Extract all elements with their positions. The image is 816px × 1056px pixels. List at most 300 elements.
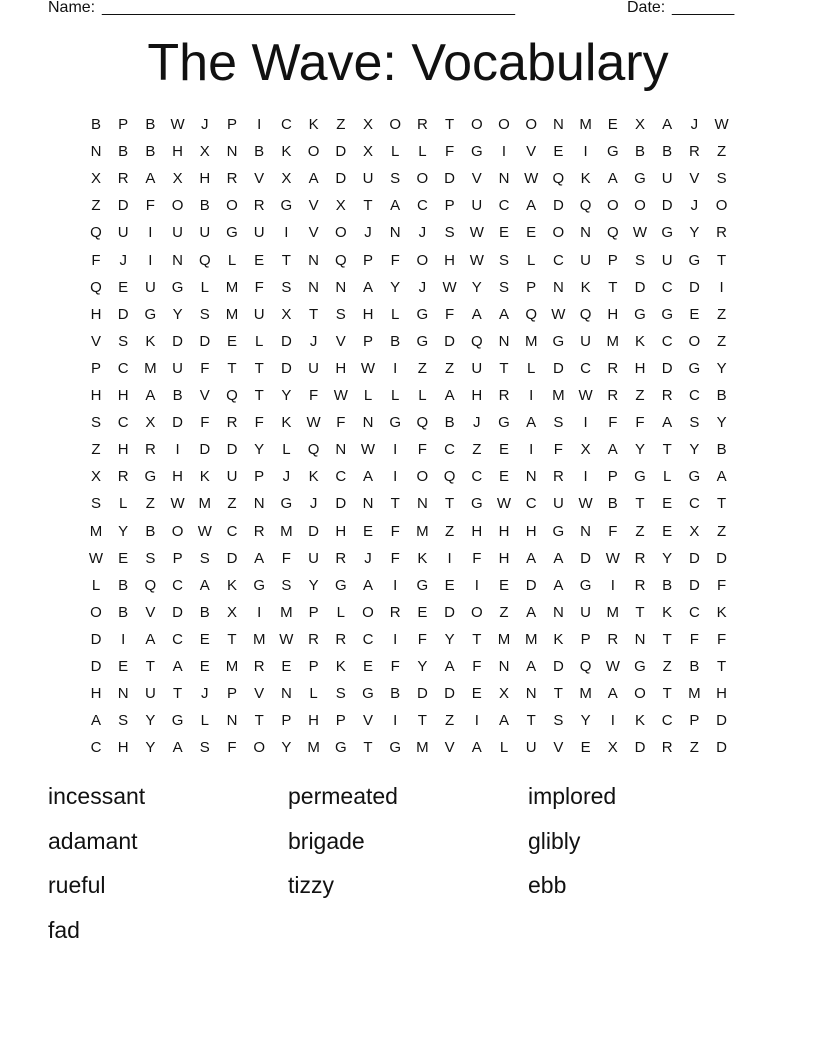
grid-letter: C [117, 414, 129, 432]
grid-letter: M [198, 495, 212, 513]
grid-letter: D [688, 576, 700, 594]
grid-letter: H [498, 522, 510, 540]
grid-letter: Q [579, 658, 592, 675]
grid-letter: D [552, 658, 564, 675]
grid-letter: N [552, 116, 564, 133]
grid-letter: I [583, 468, 588, 486]
grid-letter: U [172, 359, 184, 377]
grid-letter: A [526, 549, 537, 567]
grid-letter: V [308, 224, 319, 242]
grid-letter: G [634, 468, 646, 486]
grid-letter: F [200, 359, 210, 377]
grid-letter: J [309, 332, 318, 350]
grid-letter: F [336, 414, 346, 432]
grid-letter: T [363, 197, 373, 215]
grid-letter: P [118, 116, 129, 133]
grid-letter: N [90, 143, 102, 161]
grid-letter: D [444, 603, 456, 621]
grid-letter: A [526, 658, 537, 675]
grid-letter: X [607, 739, 618, 757]
grid-letter: D [525, 576, 537, 594]
grid-letter: L [363, 387, 373, 404]
grid-letter: G [226, 224, 238, 242]
grid-letter: Z [662, 658, 672, 675]
word-list-item: ebb [528, 872, 567, 898]
grid-letter: R [253, 197, 265, 215]
grid-letter: C [226, 522, 238, 540]
grid-letter: M [579, 685, 592, 703]
grid-letter: X [90, 170, 101, 188]
grid-letter: U [580, 332, 592, 350]
grid-letter: U [253, 305, 265, 323]
grid-letter: U [144, 685, 156, 703]
grid-letter: R [253, 658, 265, 675]
grid-letter: A [471, 305, 482, 323]
grid-letter: C [661, 712, 673, 730]
grid-letter: I [610, 712, 615, 730]
grid-letter: P [308, 603, 319, 621]
grid-letter: G [661, 305, 674, 323]
grid-letter: Q [552, 170, 565, 188]
grid-letter: K [308, 468, 319, 486]
grid-letter: Q [90, 278, 102, 296]
grid-letter: G [389, 414, 402, 432]
grid-letter: A [254, 549, 265, 567]
grid-letter: H [172, 143, 184, 161]
grid-letter: E [662, 522, 673, 540]
grid-letter: O [334, 224, 347, 242]
grid-letter: V [308, 197, 319, 215]
grid-letter: B [390, 685, 401, 703]
grid-letter: D [280, 332, 292, 350]
grid-letter: Q [579, 197, 592, 215]
grid-letter: P [607, 251, 618, 269]
grid-letter: A [526, 197, 537, 215]
grid-letter: S [444, 224, 455, 242]
grid-letter: Q [226, 387, 238, 404]
grid-letter: N [580, 224, 592, 242]
grid-letter: P [335, 712, 346, 730]
grid-letter: E [362, 522, 373, 540]
grid-letter: M [606, 332, 620, 350]
grid-letter: X [335, 197, 346, 215]
grid-letter: A [662, 116, 673, 133]
grid-letter: Q [334, 251, 347, 269]
grid-letter: G [470, 495, 483, 513]
grid-letter: C [525, 495, 537, 513]
grid-letter: L [499, 739, 509, 757]
grid-letter: N [552, 603, 564, 621]
grid-letter: P [526, 278, 537, 296]
grid-letter: D [661, 197, 673, 215]
grid-letter: Z [689, 739, 699, 757]
grid-letter: O [90, 603, 102, 621]
grid-letter: L [200, 712, 209, 730]
grid-letter: H [716, 685, 728, 703]
grid-letter: K [335, 658, 346, 675]
grid-letter: J [418, 278, 427, 296]
grid-letter: E [362, 658, 373, 675]
grid-letter: F [309, 387, 319, 404]
grid-letter: A [607, 685, 618, 703]
grid-letter: R [308, 630, 320, 648]
grid-letter: F [390, 658, 400, 675]
grid-letter: R [226, 414, 238, 432]
grid-letter: W [496, 495, 512, 513]
grid-letter: W [469, 251, 484, 269]
grid-letter: L [391, 143, 400, 161]
grid-letter: K [281, 414, 292, 432]
grid-letter: G [498, 414, 510, 432]
grid-letter: T [173, 685, 183, 703]
grid-letter: D [172, 414, 184, 432]
grid-letter: S [498, 251, 509, 269]
grid-letter: E [118, 278, 129, 296]
grid-letter: O [416, 251, 429, 269]
grid-letter: A [362, 278, 373, 296]
grid-letter: E [199, 658, 210, 675]
grid-letter: U [117, 224, 129, 242]
grid-letter: M [524, 630, 538, 648]
grid-letter: J [282, 468, 291, 486]
grid-letter: D [226, 549, 238, 567]
grid-letter: X [362, 116, 373, 133]
grid-letter: F [145, 197, 155, 215]
grid-letter: C [688, 495, 700, 513]
grid-letter: D [580, 549, 592, 567]
grid-letter: N [226, 143, 238, 161]
grid-letter: E [118, 658, 129, 675]
grid-letter: V [444, 739, 455, 757]
grid-letter: F [717, 576, 727, 594]
grid-letter: M [144, 359, 157, 377]
grid-letter: G [634, 170, 646, 188]
grid-letter: R [253, 522, 265, 540]
grid-letter: E [417, 603, 428, 621]
grid-letter: K [145, 332, 156, 350]
grid-letter: D [634, 739, 646, 757]
grid-letter: F [91, 251, 101, 269]
grid-letter: C [172, 630, 184, 648]
grid-letter: E [689, 305, 700, 323]
grid-letter: P [226, 116, 237, 133]
grid-letter: F [281, 549, 291, 567]
grid-letter: D [199, 332, 211, 350]
grid-letter: T [254, 359, 264, 377]
grid-letter: P [308, 658, 319, 675]
grid-letter: O [389, 116, 402, 133]
grid-letter: G [579, 576, 592, 594]
grid-letter: G [634, 305, 646, 323]
grid-letter: O [171, 522, 184, 540]
grid-letter: E [254, 251, 265, 269]
grid-letter: N [362, 414, 374, 432]
grid-letter: S [118, 712, 129, 730]
grid-letter: R [416, 116, 428, 133]
grid-letter: E [498, 576, 509, 594]
grid-letter: J [690, 116, 699, 133]
grid-letter: K [580, 170, 591, 188]
grid-letter: Y [689, 224, 700, 242]
grid-letter: Z [717, 332, 727, 350]
grid-letter: Y [444, 630, 455, 648]
grid-letter: Z [717, 522, 727, 540]
grid-letter: I [393, 712, 398, 730]
grid-letter: I [529, 387, 534, 404]
grid-letter: T [608, 278, 618, 296]
grid-letter: H [117, 441, 129, 459]
grid-letter: D [688, 278, 700, 296]
grid-letter: T [635, 603, 645, 621]
grid-letter: O [226, 197, 238, 215]
grid-letter: W [551, 305, 566, 323]
grid-letter: U [253, 224, 265, 242]
grid-letter: L [391, 387, 400, 404]
grid-letter: S [335, 685, 346, 703]
grid-letter: Z [635, 522, 645, 540]
grid-letter: Y [390, 278, 401, 296]
grid-letter: R [634, 576, 646, 594]
grid-letter: N [389, 224, 401, 242]
grid-letter: A [90, 712, 101, 730]
grid-letter: S [90, 495, 101, 513]
grid-letter: K [634, 332, 645, 350]
grid-letter: I [393, 359, 398, 377]
grid-letter: F [390, 549, 400, 567]
grid-letter: I [610, 576, 615, 594]
grid-letter: K [553, 630, 564, 648]
word-list-item: tizzy [288, 872, 334, 898]
grid-letter: S [553, 712, 564, 730]
grid-letter: V [90, 332, 101, 350]
grid-letter: L [309, 685, 318, 703]
grid-letter: A [498, 712, 509, 730]
grid-letter: U [362, 170, 374, 188]
grid-letter: E [498, 224, 509, 242]
grid-letter: T [662, 630, 672, 648]
grid-letter: W [524, 170, 539, 188]
grid-letter: I [529, 441, 534, 459]
grid-letter: B [145, 116, 156, 133]
grid-letter: T [254, 712, 264, 730]
grid-letter: C [552, 251, 564, 269]
grid-letter: P [362, 332, 373, 350]
grid-letter: H [335, 359, 347, 377]
grid-letter: H [335, 522, 347, 540]
name-field-line[interactable]: ________________________________________________ [102, 0, 515, 16]
grid-letter: O [416, 170, 429, 188]
grid-letter: A [526, 603, 537, 621]
grid-letter: D [444, 170, 456, 188]
grid-letter: T [717, 495, 727, 513]
grid-letter: R [607, 359, 619, 377]
grid-letter: H [90, 305, 102, 323]
grid-letter: Y [145, 712, 156, 730]
grid-letter: B [254, 143, 265, 161]
grid-letter: D [335, 143, 347, 161]
grid-letter: Z [472, 441, 482, 459]
grid-letter: R [716, 224, 728, 242]
grid-letter: D [552, 359, 564, 377]
grid-letter: D [552, 197, 564, 215]
grid-letter: D [172, 603, 184, 621]
grid-letter: S [145, 549, 156, 567]
grid-letter: S [118, 332, 129, 350]
grid-letter: C [661, 278, 673, 296]
grid-letter: Z [717, 305, 727, 323]
grid-letter: O [552, 224, 565, 242]
grid-letter: A [172, 739, 183, 757]
grid-letter: A [662, 414, 673, 432]
grid-letter: V [254, 170, 265, 188]
grid-letter: D [308, 522, 320, 540]
grid-letter: C [444, 441, 456, 459]
grid-letter: W [605, 549, 620, 567]
grid-letter: V [362, 712, 373, 730]
grid-letter: N [172, 251, 184, 269]
grid-letter: Y [145, 739, 156, 757]
grid-letter: K [634, 712, 645, 730]
grid-letter: W [714, 116, 729, 133]
grid-letter: U [552, 495, 564, 513]
grid-letter: B [444, 414, 455, 432]
grid-letter: H [525, 522, 537, 540]
grid-letter: Q [307, 441, 320, 459]
grid-letter: V [254, 685, 265, 703]
grid-letter: L [200, 278, 209, 296]
grid-letter: Y [716, 359, 727, 377]
grid-letter: L [255, 332, 264, 350]
grid-letter: I [284, 224, 289, 242]
grid-letter: G [280, 197, 293, 215]
grid-letter: D [226, 441, 238, 459]
grid-letter: Q [579, 305, 592, 323]
grid-letter: H [634, 359, 646, 377]
grid-letter: E [471, 685, 482, 703]
grid-letter: S [689, 414, 700, 432]
grid-letter: G [334, 739, 347, 757]
grid-letter: I [257, 603, 262, 621]
grid-letter: N [308, 278, 320, 296]
grid-letter: N [280, 685, 292, 703]
grid-letter: P [226, 685, 237, 703]
grid-letter: F [417, 441, 427, 459]
grid-letter: F [390, 522, 400, 540]
grid-letter: M [307, 739, 320, 757]
grid-letter: P [254, 468, 265, 486]
grid-letter: W [578, 387, 593, 404]
grid-letter: O [470, 603, 483, 621]
grid-letter: D [117, 197, 129, 215]
grid-letter: A [362, 576, 373, 594]
word-list-item: permeated [288, 783, 398, 809]
grid-letter: O [525, 116, 538, 133]
grid-letter: G [253, 576, 266, 594]
grid-letter: J [473, 414, 481, 432]
grid-letter: D [716, 549, 728, 567]
grid-letter: V [199, 387, 210, 404]
grid-letter: P [281, 712, 292, 730]
grid-letter: R [607, 630, 619, 648]
grid-letter: S [90, 414, 101, 432]
grid-letter: O [498, 116, 510, 133]
grid-letter: U [661, 251, 673, 269]
grid-letter: V [471, 170, 482, 188]
grid-letter: T [499, 359, 509, 377]
grid-letter: T [309, 305, 319, 323]
grid-letter: B [145, 143, 156, 161]
grid-letter: E [607, 116, 618, 133]
grid-letter: Q [470, 332, 483, 350]
page-title: The Wave: Vocabulary [147, 34, 669, 92]
grid-letter: Y [281, 387, 292, 404]
grid-letter: L [227, 251, 237, 269]
grid-letter: S [199, 305, 210, 323]
grid-letter: G [688, 359, 701, 377]
grid-letter: X [281, 305, 292, 323]
grid-letter: W [170, 495, 185, 513]
grid-letter: O [362, 603, 374, 621]
grid-letter: X [172, 170, 183, 188]
grid-letter: A [145, 387, 156, 404]
grid-letter: U [661, 170, 673, 188]
grid-letter: J [201, 685, 209, 703]
grid-letter: E [226, 332, 237, 350]
name-label: Name: [48, 0, 96, 16]
grid-letter: H [498, 549, 510, 567]
grid-letter: Z [145, 495, 155, 513]
grid-letter: T [717, 251, 727, 269]
grid-letter: P [580, 630, 591, 648]
grid-letter: Q [416, 414, 429, 432]
grid-letter: B [689, 658, 700, 675]
grid-letter: I [257, 116, 262, 133]
grid-letter: B [390, 332, 401, 350]
grid-letter: I [501, 143, 507, 161]
grid-letter: C [362, 630, 374, 648]
grid-letter: E [444, 576, 455, 594]
grid-letter: H [90, 387, 102, 404]
grid-letter: Z [336, 116, 346, 133]
grid-letter: O [416, 468, 429, 486]
grid-letter: A [716, 468, 727, 486]
grid-letter: O [307, 143, 320, 161]
grid-letter: D [335, 495, 347, 513]
grid-letter: G [144, 305, 157, 323]
grid-letter: B [607, 495, 618, 513]
grid-letter: Q [198, 251, 211, 269]
grid-letter: W [88, 549, 104, 567]
grid-letter: U [308, 359, 320, 377]
grid-letter: W [360, 441, 376, 459]
grid-letter: K [281, 143, 292, 161]
grid-letter: I [148, 224, 153, 242]
grid-letter: G [389, 739, 402, 757]
grid-letter: O [470, 116, 483, 133]
grid-letter: V [553, 739, 564, 757]
grid-letter: G [416, 305, 429, 323]
grid-letter: T [281, 251, 291, 269]
grid-letter: M [416, 522, 429, 540]
date-field-line[interactable]: _______ [672, 0, 735, 16]
word-list-item: incessant [48, 783, 146, 809]
grid-letter: U [471, 359, 483, 377]
grid-letter: Q [90, 224, 102, 242]
grid-letter: R [661, 739, 673, 757]
grid-letter: B [634, 143, 645, 161]
grid-letter: K [716, 603, 727, 621]
grid-letter: E [199, 630, 210, 648]
